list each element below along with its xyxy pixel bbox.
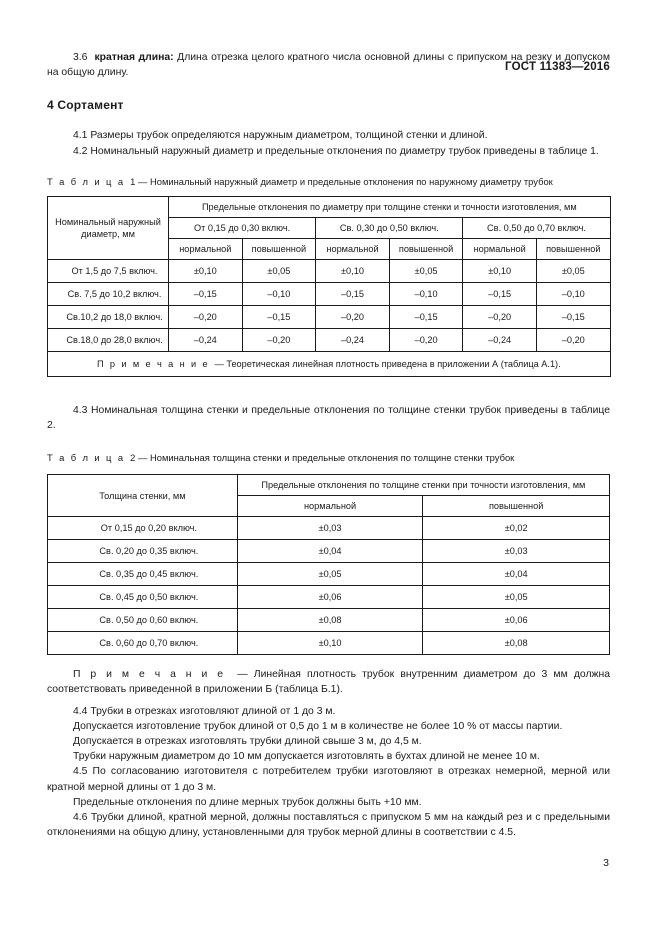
table-1-group-header: Св. 0,30 до 0,50 включ.: [316, 217, 463, 238]
table-2-cell: ±0,05: [423, 586, 610, 609]
table-2-caption-label: Т а б л и ц а: [47, 452, 125, 464]
clause-4-3: 4.3 Номинальная толщина стенки и предельные отклонения по толщине стенки трубок приведены в таблице 2.: [47, 404, 610, 432]
table-2-note-text: — Линейная плотность трубок внутренним диаметром до 3 мм должна соответствовать приведенной в приложении Б (таблица Б.1).: [47, 669, 611, 696]
table-1-cell: –0,15: [316, 282, 390, 305]
table-1-cell: –0,24: [463, 328, 537, 351]
table-2-note: [47, 667, 610, 697]
clause-4-4-c: Трубки наружным диаметром до 10 мм допускается изготовлять в бухтах длиной не менее 10 м.: [73, 751, 540, 763]
table-1-cell: ±0,10: [463, 259, 537, 282]
table-1-cell: –0,20: [169, 305, 243, 328]
table-2-caption-number: 2: [130, 452, 136, 464]
table-2-sub-header: повышенной: [423, 496, 610, 517]
table-2-cell: ±0,06: [237, 586, 423, 609]
clause-4-6: 4.6 Трубки длиной, кратной мерной, должны поставляться с припуском 5 мм на каждый рез и с предельными отклонениями на общую длину, установленными для трубок мерной длины в соответствии с 4.5.: [47, 812, 610, 839]
table-1-row-stub: От 1,5 до 7,5 включ.: [48, 259, 169, 282]
table-2-cell: ±0,10: [237, 632, 423, 655]
page-content: [47, 0, 610, 840]
clause-4-5: 4.5 По согласованию изготовителя с потребителем трубки изготовляют в отрезках немерной, мерной или кратной мерной длины от 1 до 3 м.: [47, 766, 610, 793]
table-2-row-stub: Св. 0,35 до 0,45 включ.: [48, 563, 238, 586]
clause-4-4-b: Допускается в отрезках изготовлять трубки длиной свыше 3 м, до 4,5 м.: [73, 736, 422, 748]
page-number: 3: [603, 857, 609, 869]
table-row: [48, 328, 611, 351]
table-1-row-stub: Св.18,0 до 28,0 включ.: [48, 328, 169, 351]
table-1-caption-text: — Номинальный наружный диаметр и предельные отклонения по наружному диаметру трубок: [137, 175, 553, 187]
table-2-cell: ±0,02: [423, 517, 610, 540]
table-1-cell: –0,15: [536, 305, 610, 328]
table-1-cell: –0,20: [389, 328, 463, 351]
table-2-caption-text: — Номинальная толщина стенки и предельные отклонения по толщине стенки трубок: [137, 452, 515, 464]
clause-4-4-a: Допускается изготовление трубок длиной от 0,5 до 1 м в количестве не более 10 % от массы партии.: [73, 720, 563, 732]
table-2-row-stub: Св. 0,60 до 0,70 включ.: [48, 632, 238, 655]
table-2-row-stub: Св. 0,20 до 0,35 включ.: [48, 540, 238, 563]
table-1-caption: [47, 175, 610, 188]
clause-4-5-a: Предельные отклонения по длине мерных трубок должны быть +10 мм.: [73, 796, 422, 808]
table-1-row-stub: Св.10,2 до 18,0 включ.: [48, 305, 169, 328]
table-1-sub-header: повышенной: [242, 238, 316, 259]
table-row: [48, 540, 610, 563]
table-row: [48, 305, 611, 328]
table-2-caption: [47, 451, 610, 464]
table-1-cell: –0,10: [389, 282, 463, 305]
table-row: [48, 609, 610, 632]
table-1-span-header: Предельные отклонения по диаметру при толщине стенки и точности изготовления, мм: [169, 196, 611, 217]
table-1: [47, 196, 611, 377]
table-1-header-row-1: [48, 196, 611, 217]
table-1-cell: –0,20: [536, 328, 610, 351]
table-1-group-header: От 0,15 до 0,30 включ.: [169, 217, 316, 238]
clause-3-6-number: 3.6: [73, 52, 88, 63]
table-2-cell: ±0,08: [237, 609, 423, 632]
table-1-note: [48, 351, 611, 376]
clause-3-6-term: кратная длина:: [94, 52, 174, 63]
table-1-row-stub: Св. 7,5 до 10,2 включ.: [48, 282, 169, 305]
table-1-cell: –0,20: [242, 328, 316, 351]
table-1-stub-header: Номинальный наружный диаметр, мм: [48, 196, 169, 259]
table-1-cell: –0,15: [242, 305, 316, 328]
table-1-sub-header: нормальной: [463, 238, 537, 259]
table-2-cell: ±0,03: [237, 517, 423, 540]
table-1-sub-header: повышенной: [536, 238, 610, 259]
table-row: [48, 632, 610, 655]
table-2-row-stub: Св. 0,50 до 0,60 включ.: [48, 609, 238, 632]
table-2-note-label: П р и м е ч а н и е: [73, 669, 225, 681]
table-2-stub-header: Толщина стенки, мм: [48, 475, 238, 517]
table-1-caption-number: 1: [130, 175, 136, 187]
table-1-sub-header: повышенной: [389, 238, 463, 259]
table-1-note-label: П р и м е ч а н и е: [96, 358, 210, 369]
table-1-cell: –0,15: [463, 282, 537, 305]
clause-3-6: [47, 50, 610, 80]
clause-4-2: 4.2 Номинальный наружный диаметр и предельные отклонения по диаметру трубок приведены в таблице 1.: [73, 145, 599, 157]
table-1-cell: –0,10: [536, 282, 610, 305]
table-2-cell: ±0,05: [237, 563, 423, 586]
document-header-standard-number: ГОСТ 11383—2016: [505, 61, 610, 73]
table-row: [48, 586, 610, 609]
table-1-cell: ±0,05: [389, 259, 463, 282]
clause-3-6-definition: Длина отрезка целого кратного числа основной длины с припуском на резку и допуском на общую длину.: [47, 52, 610, 79]
table-1-cell: –0,24: [316, 328, 390, 351]
table-1-cell: ±0,10: [169, 259, 243, 282]
section-4-title: 4 Сортамент: [47, 98, 124, 113]
table-1-note-row: [48, 351, 611, 376]
table-2-cell: ±0,04: [423, 563, 610, 586]
table-2-span-header: Предельные отклонения по толщине стенки при точности изготовления, мм: [237, 475, 609, 496]
table-row: [48, 517, 610, 540]
table-2-cell: ±0,08: [423, 632, 610, 655]
table-1-cell: –0,15: [169, 282, 243, 305]
clause-4-1: 4.1 Размеры трубок определяются наружным диаметром, толщиной стенки и длиной.: [73, 130, 488, 142]
table-1-note-text: — Теоретическая линейная плотность приведена в приложении А (таблица А.1).: [214, 358, 561, 369]
table-1-cell: –0,15: [389, 305, 463, 328]
table-1-cell: –0,24: [169, 328, 243, 351]
table-1-caption-label: Т а б л и ц а: [47, 175, 125, 187]
table-2-header-row-1: [48, 475, 610, 496]
table-2-cell: ±0,04: [237, 540, 423, 563]
table-row: [48, 282, 611, 305]
table-1-cell: –0,10: [242, 282, 316, 305]
table-1-cell: ±0,05: [242, 259, 316, 282]
table-1-group-header: Св. 0,50 до 0,70 включ.: [463, 217, 610, 238]
table-2-cell: ±0,06: [423, 609, 610, 632]
table-2: [47, 474, 610, 655]
table-2-sub-header: нормальной: [237, 496, 423, 517]
table-1-sub-header: нормальной: [316, 238, 390, 259]
table-1-cell: –0,20: [463, 305, 537, 328]
table-2-cell: ±0,03: [423, 540, 610, 563]
table-2-row-stub: От 0,15 до 0,20 включ.: [48, 517, 238, 540]
table-row: [48, 259, 611, 282]
table-1-cell: ±0,05: [536, 259, 610, 282]
table-row: [48, 563, 610, 586]
clause-4-4: 4.4 Трубки в отрезках изготовляют длиной от 1 до 3 м.: [73, 705, 336, 717]
table-1-sub-header: нормальной: [169, 238, 243, 259]
table-2-row-stub: Св. 0,45 до 0,50 включ.: [48, 586, 238, 609]
table-1-cell: ±0,10: [316, 259, 390, 282]
table-1-cell: –0,20: [316, 305, 390, 328]
